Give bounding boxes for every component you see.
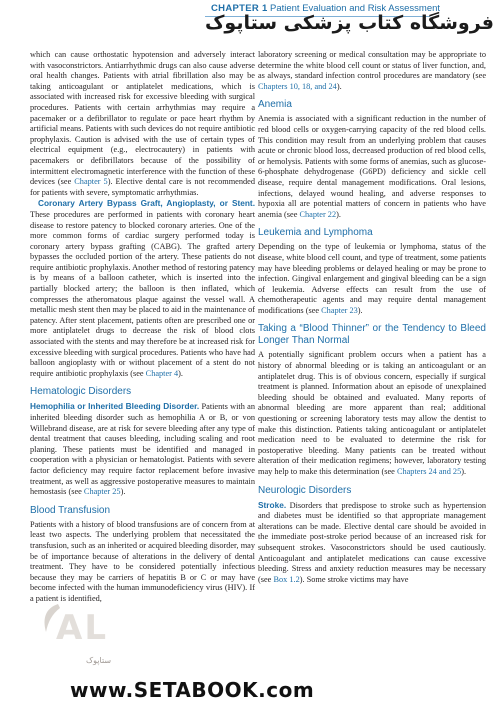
section-heading: Taking a “Blood Thinner” or the Tendency to Bleed Longer Than Normal	[258, 323, 486, 347]
section-heading: Leukemia and Lymphoma	[258, 227, 373, 239]
runin-heading: Hemophilia or Inherited Bleeding Disorder.	[30, 401, 200, 412]
paragraph: Patients with a history of blood transfusions are of concern from at least two aspects. The underlying problem that necessitated the transfusion, such as an inherited or acquired bleeding disorder, may be of importance because of alterations in the delivery of dental treatment. They have to be considered potentially infectious because they may be carriers of hepatitis B or C or may have become infected with the human immunodeficiency virus (HIV). If a patient is identified,	[30, 519, 255, 603]
paragraph: Anemia is associated with a significant reduction in the number of red blood cells or oxygen-carrying capacity of the red blood cells. This condition may result from an underlying problem that causes acute or chronic blood loss, decreased production of red blood cells, or hemolysis. Patients with some forms of anemias, such as glucose-6-phosphate dehydrogenase (G6PD) deficiency and sickle cell disease, require dental management modifications. Oral lesions, infections, delayed wound healing, and adverse responses to hypoxia all are potential matters of concern in patients who have anemia (see Chapter 22).	[258, 114, 486, 219]
paragraph: which can cause orthostatic hypotension and adversely interact with vasoconstrictors. Antiarrhythmic drugs can also cause adverse oral health changes. Patients with atrial fibrillation also may be taking anticoagulant or antiplatelet medications, which is associated with increased risk for excessive bleeding with surgical procedures. Patients with certain arrhythmias may require a pacemaker or a defibrillator to regulate or pace heart rhythm by artificial means. Patients with such devices do not require antibiotic prophylaxis. Caution is advised with the use of certain types of electrical equipment (e.g., electrocautery) in patients with pacemakers or defibrillators because of the possibility of intermittent electromagnetic interference with the function of these devices (see Chapter 5). Elective dental care is not recommended for patients with severe, symptomatic arrhythmias.	[30, 50, 255, 197]
badge-mark: AL	[56, 608, 108, 648]
chapter-link[interactable]: Chapter 4	[145, 368, 179, 378]
chapter-link[interactable]: Chapter 22	[299, 209, 337, 219]
right-column	[258, 50, 486, 585]
chapter-link[interactable]: Chapters 10, 18, and 24	[258, 81, 337, 91]
chapter-link[interactable]: Chapter 25	[83, 487, 121, 497]
paragraph: Hemophilia or Inherited Bleeding Disorder. Patients with an inherited bleeding disorder such as hemophilia A or B, or von Willebrand disease, are at risk for severe bleeding after any type of dental treatment that causes bleeding, including scaling and root planing. These patients must be identified and managed in cooperation with a physician or hematologist. Patients with severe factor deficiency may require factor replacement before invasive treatment, as well as aggressive postoperative measures to maintain hemostasis (see Chapter 25).	[30, 401, 255, 497]
chapter-title: Patient Evaluation and Risk Assessment	[270, 3, 441, 14]
paragraph: laboratory screening or medical consultation may be appropriate to determine the white blood cell count or status of liver function, and, as always, standard infection control procedures are mandatory (see Chapters 10, 18, and 24).	[258, 50, 486, 91]
chapter-label: CHAPTER 1	[211, 3, 268, 14]
section-heading: Neurologic Disorders	[258, 484, 352, 496]
box-link[interactable]: Box 1.2	[273, 574, 300, 584]
section-heading: Blood Transfusion	[30, 504, 111, 516]
store-watermark: فروشگاه کتاب پزشکی ستاپوک	[204, 12, 494, 34]
paragraph: Stroke. Disorders that predispose to stroke such as hypertension and diabetes must be identified so that appropriate management alterations can be made. Elective dental care should be avoided in the immediate post-stroke period because of an increased risk for subsequent strokes. Vasoconstrictors should be used cautiously. Anticoagulant and antiplatelet medications can cause excessive bleeding. Stress and anxiety reduction measures may be necessary (see Box 1.2). Some stroke victims may have	[258, 499, 486, 584]
left-column	[30, 50, 255, 605]
badge-subtitle: ستاپوک	[86, 656, 112, 665]
chapter-link[interactable]: Chapters 24 and 25	[396, 467, 462, 476]
runin-heading: Coronary Artery Bypass Graft, Angioplasty, or Stent.	[38, 198, 255, 209]
running-header	[0, 0, 500, 34]
site-logo[interactable]: www.SETABOOK.com	[70, 678, 315, 702]
chapter-link[interactable]: Chapter 23	[321, 305, 358, 315]
runin-heading: Stroke.	[258, 499, 287, 510]
paragraph: A potentially significant problem occurs when a patient has a history of abnormal bleeding or is taking an anticoagulant or an antiplatelet drug. This is of obvious concern, especially if surgical treatment is planned. Information about an episode of unexplained bleeding should be obtained and evaluated. Many reports of abnormal bleeding are more apparent than real; additional questioning or screening laboratory tests may allow the dentist to make this distinction. Patients taking anticoagulant or antiplatelet medication need to be evaluated to determine the risk for postoperative bleeding. Many patients can be treated without alteration of their medication regimens; however, laboratory testing may help to make this determination (see Chapters 24 and 25).	[258, 350, 486, 476]
paragraph: Depending on the type of leukemia or lymphoma, status of the disease, white blood cell count, and type of treatment, some patients may have bleeding problems or delayed healing or may be prone to infection. Gingival enlargement and gingival bleeding can be a sign of leukemia. Adverse effects can result from the use of chemotherapeutic agents and may require dental management modifications (see Chapter 23).	[258, 242, 486, 315]
chapter-link[interactable]: Chapter 5	[74, 177, 108, 187]
section-heading: Hematologic Disorders	[30, 386, 132, 398]
paragraph: Coronary Artery Bypass Graft, Angioplasty, or Stent. These procedures are performed in patients with coronary heart disease to restore patency to blocked coronary arteries. One of the more common forms of cardiac surgery performed today is coronary artery bypass grafting (CABG). The grafted artery bypasses the occluded portion of the artery. These patients do not require antibiotic prophylaxis. Another method of restoring patency is by means of a balloon catheter, which is inserted into the partially blocked artery; the balloon is then inflated, which compresses the atheromatous plaque against the vessel wall. A metallic mesh stent then may be placed to aid in the maintenance of patency. After stent placement, patients often are prescribed one or more antiplatelet drugs to decrease the risk of blood clots associated with the stents and may therefore be at increased risk for excessive bleeding with surgical procedures. Patients who have had balloon angioplasty with or without placement of a stent do not require antibiotic prophylaxis (see Chapter 4).	[30, 198, 255, 378]
section-heading: Anemia	[258, 99, 292, 111]
